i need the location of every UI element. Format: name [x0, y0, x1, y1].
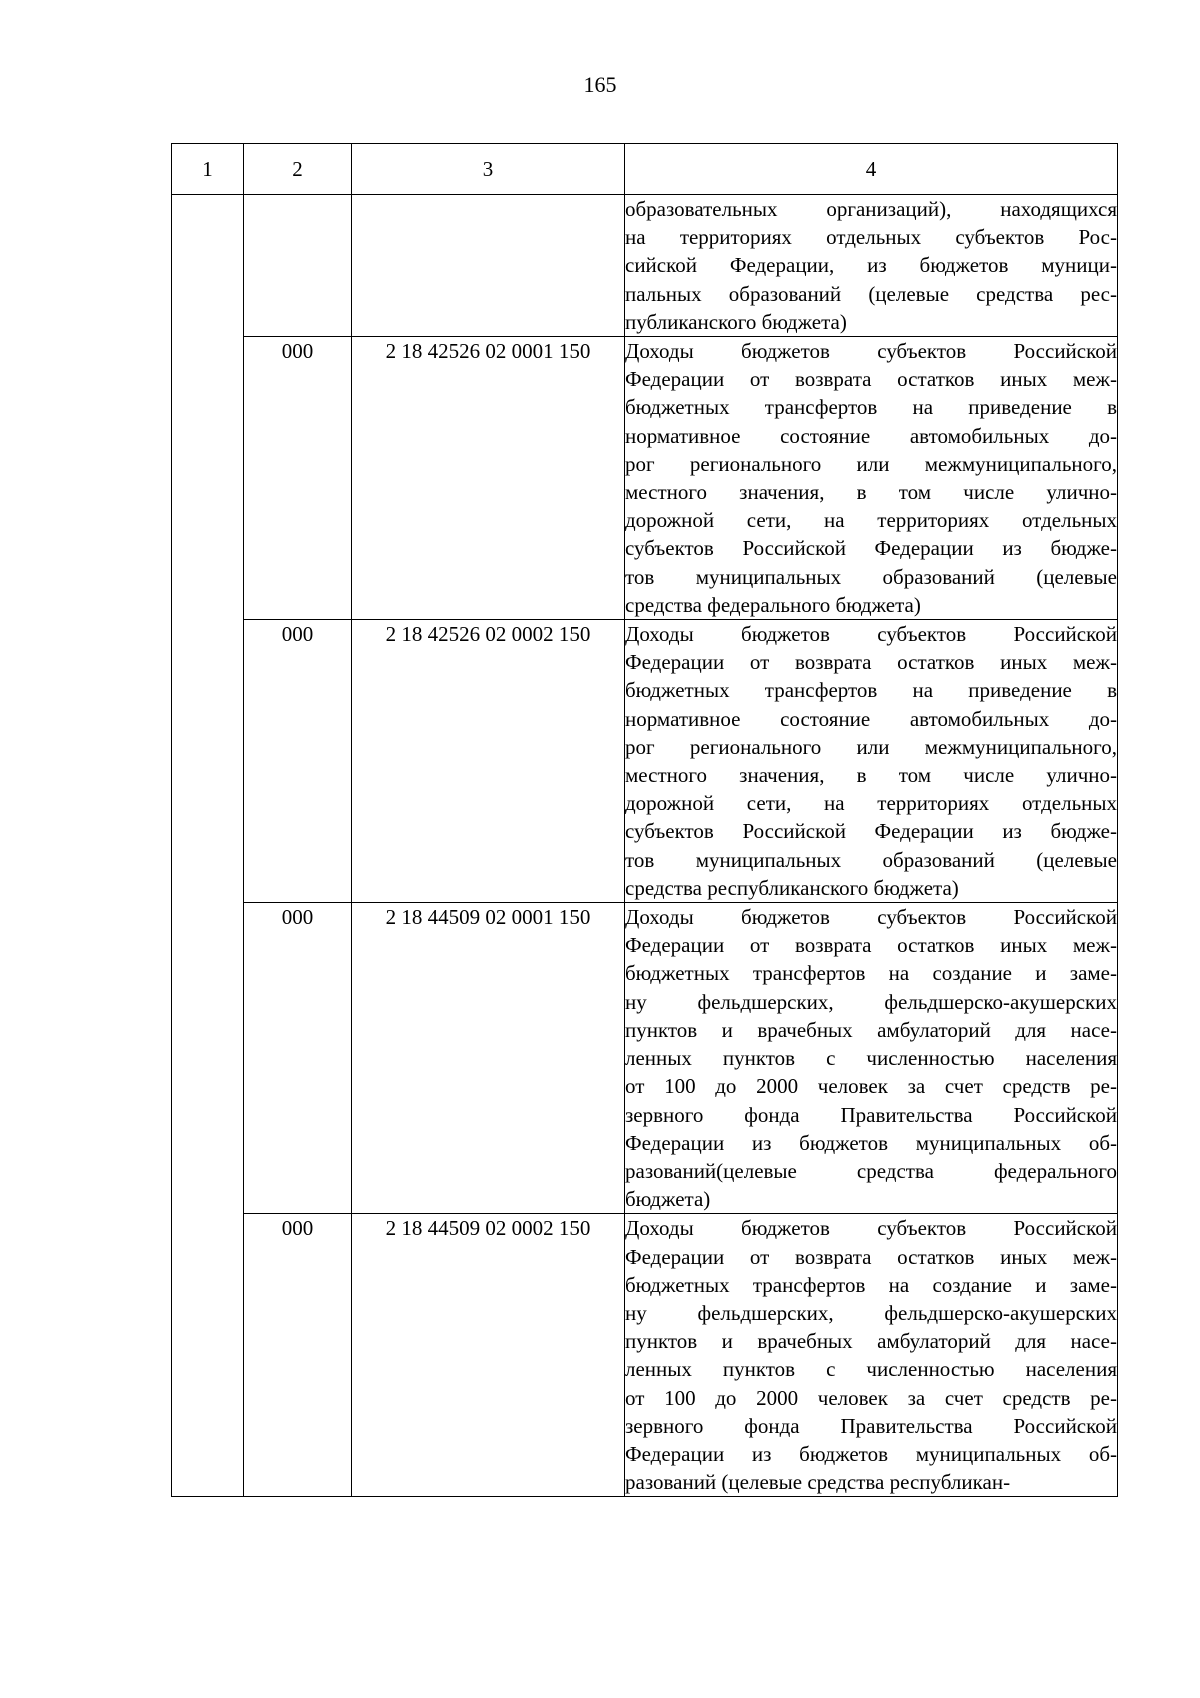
cell-admin-code: 000 — [244, 903, 352, 1214]
column-header-4: 4 — [625, 144, 1118, 195]
description-line: Доходы бюджетов субъектов Российской — [625, 622, 1117, 647]
cell-admin-code: 000 — [244, 337, 352, 620]
description-line: Доходы бюджетов субъектов Российской — [625, 905, 1117, 930]
cell-description — [625, 1214, 1118, 1497]
column-header-2: 2 — [244, 144, 352, 195]
description-line: дорожной сети, на территориях отдельных — [625, 791, 1117, 816]
table-row — [172, 903, 1118, 1214]
description-line: пальных образований (целевые средства рес- — [625, 281, 1117, 306]
table-row — [172, 337, 1118, 620]
description-line: от 100 до 2000 человек за счет средств ре- — [625, 1385, 1117, 1410]
description-line: от 100 до 2000 человек за счет средств ре- — [625, 1074, 1117, 1099]
description-line: пунктов и врачебных амбулаторий для насе- — [625, 1329, 1117, 1354]
description-line: бюджета) — [625, 1187, 711, 1212]
table-row — [172, 620, 1118, 903]
description-line: ленных пунктов с численностью населения — [625, 1357, 1117, 1382]
description-line: средства республиканского бюджета) — [625, 875, 959, 900]
description-line: субъектов Российской Федерации из бюдже- — [625, 819, 1117, 844]
description-line: Федерации от возврата остатков иных меж- — [625, 1244, 1117, 1269]
description-line: публиканского бюджета) — [625, 309, 847, 334]
description-line: тов муниципальных образований (целевые — [625, 847, 1117, 872]
description-line: зервного фонда Правительства Российской — [625, 1102, 1117, 1127]
cell-description — [625, 620, 1118, 903]
description-line: ленных пунктов с численностью населения — [625, 1046, 1117, 1071]
description-line: Доходы бюджетов субъектов Российской — [625, 1216, 1117, 1241]
description-line: субъектов Российской Федерации из бюдже- — [625, 536, 1117, 561]
cell-col1 — [172, 1214, 244, 1497]
budget-code-table — [171, 143, 1118, 1497]
description-line: Федерации от возврата остатков иных меж- — [625, 367, 1117, 392]
cell-description — [625, 195, 1118, 337]
description-line: местного значения, в том числе улично- — [625, 480, 1117, 505]
description-line: Федерации из бюджетов муниципальных об- — [625, 1130, 1117, 1155]
cell-admin-code: 000 — [244, 620, 352, 903]
description-line: рог регионального или межмуниципального, — [625, 734, 1117, 759]
cell-col1 — [172, 195, 244, 337]
column-header-1: 1 — [172, 144, 244, 195]
description-line: Федерации от возврата остатков иных меж- — [625, 933, 1117, 958]
description-line: нормативное состояние автомобильных до- — [625, 423, 1117, 448]
description-line: ну фельдшерских, фельдшерско-акушерских — [625, 1300, 1117, 1325]
table-row — [172, 1214, 1118, 1497]
table-row — [172, 195, 1118, 337]
description-line: рог регионального или межмуниципального, — [625, 451, 1117, 476]
cell-col1 — [172, 903, 244, 1214]
description-line: нормативное состояние автомобильных до- — [625, 706, 1117, 731]
description-line: на территориях отдельных субъектов Рос- — [625, 225, 1117, 250]
description-line: сийской Федерации, из бюджетов муници- — [625, 253, 1117, 278]
cell-description — [625, 337, 1118, 620]
cell-admin-code: 000 — [244, 1214, 352, 1497]
description-line: Федерации от возврата остатков иных меж- — [625, 650, 1117, 675]
description-line: ну фельдшерских, фельдшерско-акушерских — [625, 989, 1117, 1014]
description-line: средства федерального бюджета) — [625, 592, 921, 617]
description-line: тов муниципальных образований (целевые — [625, 564, 1117, 589]
description-line: зервного фонда Правительства Российской — [625, 1413, 1117, 1438]
page-number: 165 — [583, 72, 617, 97]
cell-budget-classification-code — [352, 195, 625, 337]
cell-col1 — [172, 620, 244, 903]
description-line: пунктов и врачебных амбулаторий для насе- — [625, 1017, 1117, 1042]
table-header-row — [172, 144, 1118, 195]
cell-description — [625, 903, 1118, 1214]
cell-budget-classification-code: 2 18 42526 02 0002 150 — [352, 620, 625, 903]
description-line: бюджетных трансфертов на создание и заме- — [625, 1272, 1117, 1297]
description-line: разований(целевые средства федерального — [625, 1158, 1117, 1183]
description-line: бюджетных трансфертов на создание и заме- — [625, 961, 1117, 986]
description-line: местного значения, в том числе улично- — [625, 763, 1117, 788]
cell-budget-classification-code: 2 18 44509 02 0002 150 — [352, 1214, 625, 1497]
cell-budget-classification-code: 2 18 42526 02 0001 150 — [352, 337, 625, 620]
description-line: образовательных организаций), находящихся — [625, 197, 1117, 221]
description-line: Доходы бюджетов субъектов Российской — [625, 339, 1117, 364]
cell-admin-code — [244, 195, 352, 337]
cell-col1 — [172, 337, 244, 620]
description-line: Федерации из бюджетов муниципальных об- — [625, 1441, 1117, 1466]
description-line: бюджетных трансфертов на приведение в — [625, 678, 1117, 703]
description-line: бюджетных трансфертов на приведение в — [625, 395, 1117, 420]
description-line: дорожной сети, на территориях отдельных — [625, 508, 1117, 533]
cell-budget-classification-code: 2 18 44509 02 0001 150 — [352, 903, 625, 1214]
column-header-3: 3 — [352, 144, 625, 195]
description-line: разований (целевые средства республикан- — [625, 1470, 1011, 1495]
